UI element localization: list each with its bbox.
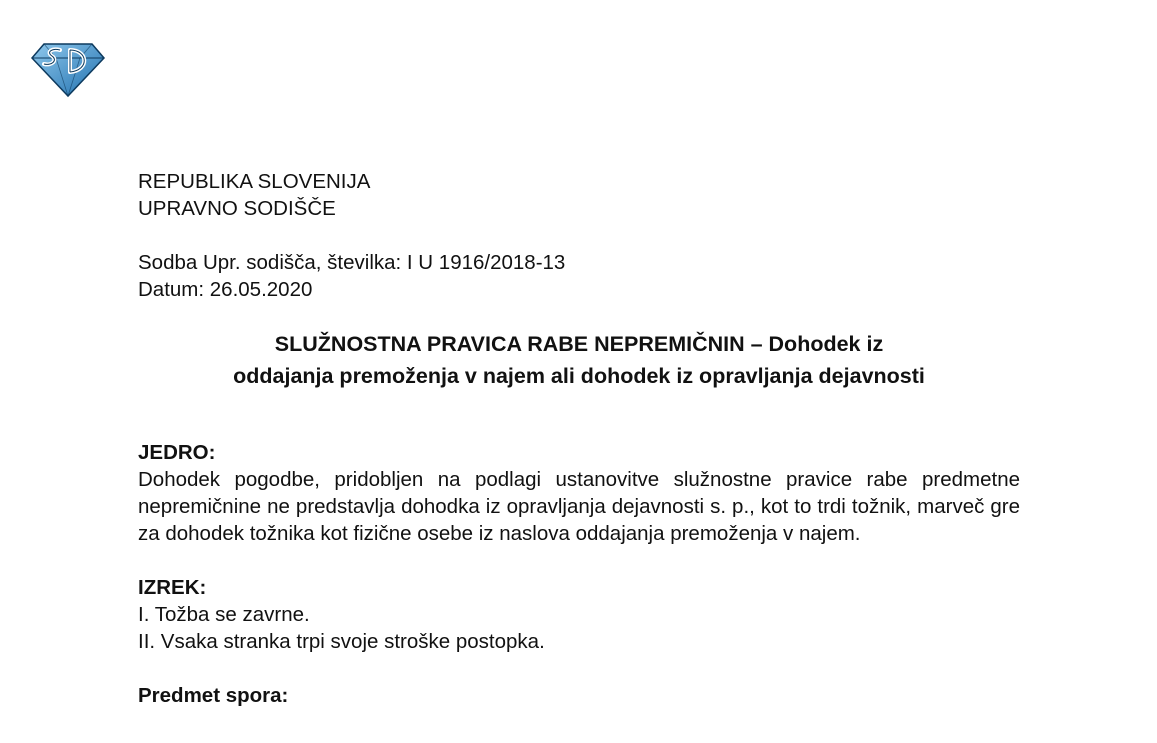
izrek-item: II. Vsaka stranka trpi svoje stroške postopka. bbox=[138, 630, 545, 653]
izrek-item: I. Tožba se zavrne. bbox=[138, 603, 310, 626]
jedro-heading: JEDRO: bbox=[138, 441, 216, 464]
izrek-section bbox=[138, 574, 1020, 655]
title-line-2: oddajanja premoženja v najem ali dohodek iz opravljanja dejavnosti bbox=[233, 364, 925, 388]
court-diamond-logo-icon bbox=[30, 40, 106, 98]
document-title bbox=[138, 328, 1020, 392]
izrek-heading: IZREK: bbox=[138, 576, 207, 599]
country-name: REPUBLIKA SLOVENIJA bbox=[138, 170, 371, 193]
title-line-1: SLUŽNOSTNA PRAVICA RABE NEPREMIČNIN – Dohodek iz bbox=[274, 332, 884, 356]
jedro-section bbox=[138, 439, 1020, 547]
predmet-heading: Predmet spora: bbox=[138, 684, 289, 707]
predmet-section bbox=[138, 682, 1020, 709]
case-number: Sodba Upr. sodišča, številka: I U 1916/2018-13 bbox=[138, 251, 566, 274]
judgment-date: Datum: 26.05.2020 bbox=[138, 278, 313, 301]
document-body bbox=[138, 168, 1020, 709]
court-name: UPRAVNO SODIŠČE bbox=[138, 197, 336, 220]
jedro-text: Dohodek pogodbe, pridobljen na podlagi ustanovitve služnostne pravice rabe predmetne nepremičnine ne predstavlja dohodka iz opravljanja dejavnosti s. p., kot to trdi tožnik, marveč gre za dohodek tožnika kot fizične osebe iz naslova oddajanja premoženja v najem. bbox=[138, 468, 1020, 545]
